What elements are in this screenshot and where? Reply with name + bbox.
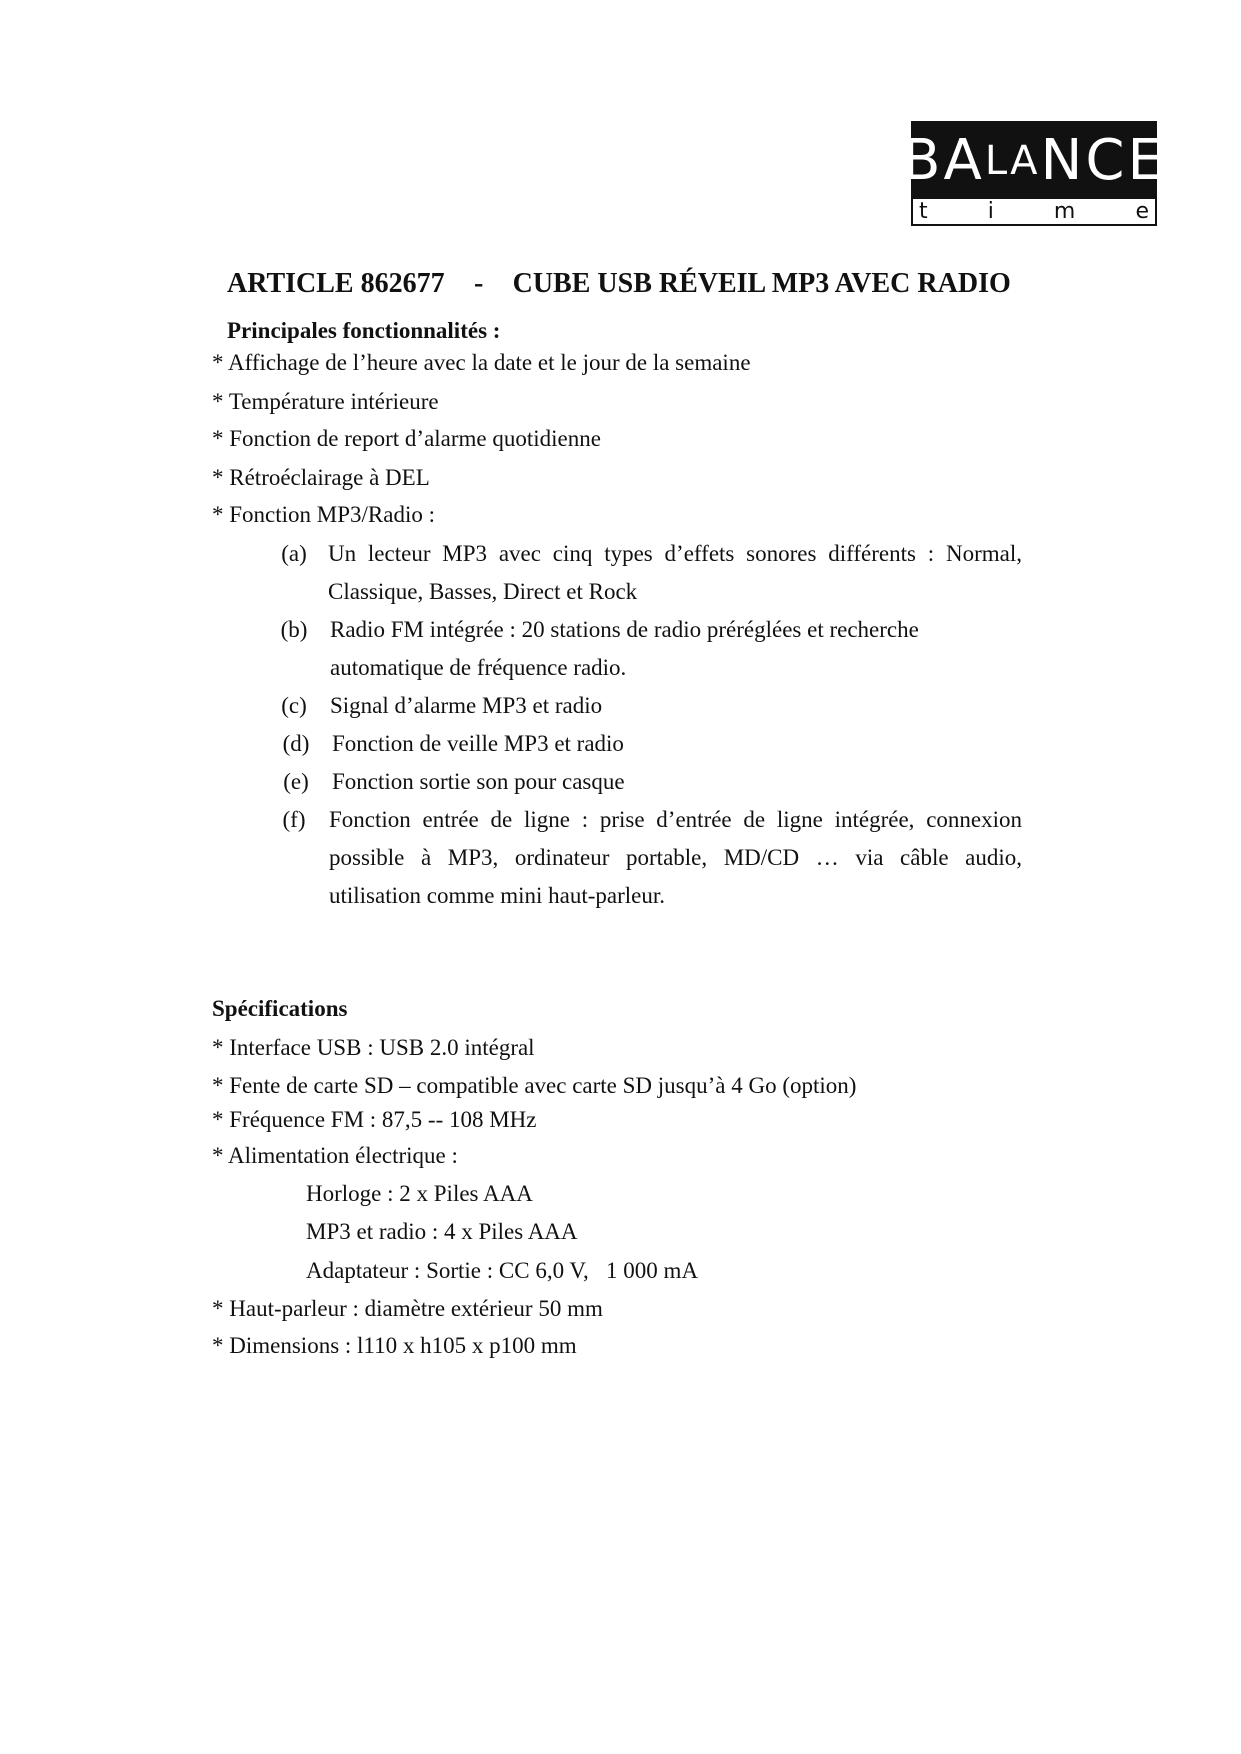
- sub-item-text: Fonction sortie son pour casque: [332, 769, 625, 794]
- spec-item: * Fréquence FM : 87,5 -- 108 MHz: [212, 1107, 537, 1132]
- sub-item-text: Radio FM intégrée : 20 stations de radio préréglées et recherche automatique de fréquence radio.: [330, 617, 919, 680]
- spec-item: * Dimensions : l110 x h105 x p100 mm: [212, 1333, 577, 1358]
- logo-wordmark: B A L A N C E: [913, 123, 1155, 199]
- sub-item-label: (b): [280, 617, 308, 642]
- spec-item: * Interface USB : USB 2.0 intégral: [212, 1035, 535, 1060]
- feature-item: * Fonction de report d’alarme quotidienne: [212, 426, 601, 451]
- sub-item-text: Signal d’alarme MP3 et radio: [330, 693, 603, 718]
- sub-item-text: Fonction de veille MP3 et radio: [332, 731, 624, 756]
- sub-item-text: Un lecteur MP3 avec cinq types d’effets sonores différents : Normal, Classique, Basses, Direct et Rock: [328, 541, 1022, 604]
- product-name: CUBE USB RÉVEIL MP3 AVEC RADIO: [512, 268, 1011, 299]
- specs-heading: Spécifications: [212, 996, 348, 1021]
- feature-item: * Fonction MP3/Radio :: [212, 502, 435, 527]
- power-item: MP3 et radio : 4 x Piles AAA: [306, 1219, 578, 1244]
- features-heading: Principales fonctionnalités :: [227, 318, 501, 343]
- spec-item: * Haut-parleur : diamètre extérieur 50 mm: [212, 1296, 603, 1321]
- title-dash: -: [473, 268, 484, 299]
- sub-item-label: (c): [281, 693, 307, 718]
- sub-item-text: Fonction entrée de ligne : prise d’entrée de ligne intégrée, connexion possible à MP3, ordinateur portable, MD/CD … via câble audio, utilisation comme mini haut-parleur.: [329, 807, 1022, 908]
- spec-item: * Fente de carte SD – compatible avec carte SD jusqu’à 4 Go (option): [212, 1073, 857, 1098]
- document-title: [227, 268, 1011, 300]
- feature-item: * Température intérieure: [212, 389, 439, 414]
- sub-item-label: (e): [283, 769, 309, 794]
- balance-time-logo: [902, 121, 1166, 226]
- sub-item-label: (a): [281, 541, 307, 566]
- logo-subword: t i m e: [919, 198, 1149, 224]
- feature-item: * Rétroéclairage à DEL: [212, 465, 430, 490]
- power-item: Adaptateur : Sortie : CC 6,0 V, 1 000 mA: [306, 1258, 699, 1283]
- article-number: ARTICLE 862677: [227, 268, 445, 299]
- sub-item-label: (f): [282, 807, 306, 832]
- power-item: Horloge : 2 x Piles AAA: [306, 1181, 533, 1206]
- sub-item-label: (d): [282, 731, 310, 756]
- feature-item: * Affichage de l’heure avec la date et le jour de la semaine: [212, 350, 751, 375]
- spec-item: * Alimentation électrique :: [212, 1143, 458, 1168]
